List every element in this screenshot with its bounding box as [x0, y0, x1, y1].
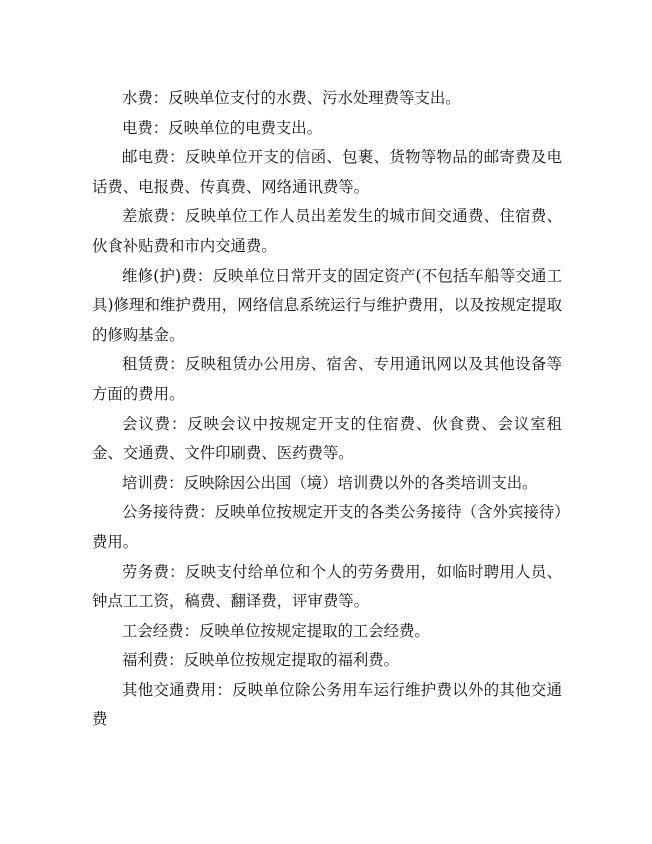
paragraph-postal-telecom-fee: 邮电费：反映单位开支的信函、包裹、货物等物品的邮寄费及电话费、电报费、传真费、网络通讯费等。	[92, 148, 562, 196]
paragraph-labor-fee: 劳务费：反映支付给单位和个人的劳务费用，如临时聘用人员、钟点工工资，稿费、翻译费，评审费等。	[92, 562, 562, 611]
document-body	[92, 84, 562, 735]
paragraph-reception-fee: 公务接待费：反映单位按规定开支的各类公务接待（含外宾接待）费用。	[92, 503, 562, 551]
paragraph-travel-fee: 差旅费：反映单位工作人员出差发生的城市间交通费、住宿费、伙食补贴费和市内交通费。	[92, 207, 562, 255]
paragraph-rental-fee: 租赁费：反映租赁办公用房、宿舍、专用通讯网以及其他设备等方面的费用。	[92, 355, 562, 403]
paragraph-training-fee: 培训费：反映除因公出国（境）培训费以外的各类培训支出。	[122, 473, 538, 492]
paragraph-electricity-fee: 电费：反映单位的电费支出。	[122, 118, 323, 137]
paragraph-water-fee: 水费：反映单位支付的水费、污水处理费等支出。	[122, 89, 461, 107]
paragraph-other-transport-fee: 其他交通费用：反映单位除公务用车运行维护费以外的其他交通费	[92, 680, 562, 729]
paragraph-welfare-fee: 福利费：反映单位按规定提取的福利费。	[122, 651, 400, 670]
paragraph-meeting-fee: 会议费：反映会议中按规定开支的住宿费、伙食费、会议室租金、交通费、文件印刷费、医药费等。	[92, 414, 562, 463]
paragraph-maintenance-fee: 维修(护)费：反映单位日常开支的固定资产(不包括车船等交通工具)修理和维护费用，网络信息系统运行与维护费用，以及按规定提取的修购基金。	[92, 266, 562, 344]
paragraph-union-fee: 工会经费：反映单位按规定提取的工会经费。	[122, 621, 430, 640]
